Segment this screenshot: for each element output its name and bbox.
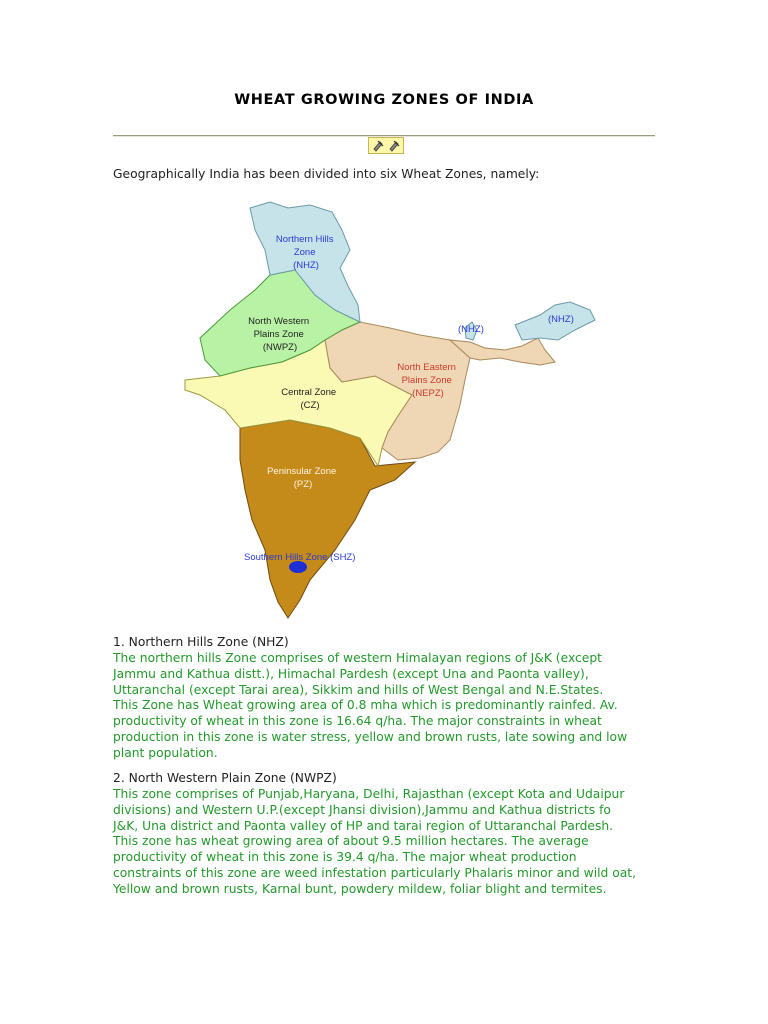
label-nhz: Northern Hills Zone (NHZ): [275, 234, 334, 271]
intro-text: Geographically India has been divided into six Wheat Zones, namely:: [113, 167, 540, 181]
label-nepz: North Eastern Plains Zone (NEPZ): [397, 362, 456, 399]
section-1-body: The northern hills Zone comprises of western Himalayan regions of J&K (except Jammu and Kathua distt.), Himachal Pardesh (except Una and Paonta valley), Uttaranchal (except Tarai area), Sikkim and hills of West Bengal and N.E.States. This Zone has Wheat growing area of 0.8 mha which is predominantly rainfed. Av. productivity of wheat in this zone is 16.64 q/ha. The major constraints in wheat production in this zone is water stress, yellow and brown rusts, late sowing and low plant population.: [113, 651, 628, 760]
page-title: WHEAT GROWING ZONES OF INDIA: [234, 92, 534, 108]
label-nhz-east-ne: (NHZ): [548, 314, 574, 325]
section-1-heading: 1. Northern Hills Zone (NHZ): [113, 635, 289, 649]
label-shz: Southern Hills Zone (SHZ): [244, 552, 356, 563]
label-nhz-east-sikkim: (NHZ): [458, 324, 484, 335]
label-cz: Central Zone (CZ): [281, 387, 337, 411]
section-2-heading: 2. North Western Plain Zone (NWPZ): [113, 771, 337, 785]
label-pz: Peninsular Zone (PZ): [267, 466, 337, 490]
section-2-body: This zone comprises of Punjab,Haryana, Delhi, Rajasthan (except Kota and Udaipur divisions) and Western U.P.(except Jhansi division),Jammu and Kathua districts fo J&K, Una district and Paonta valley of HP and tarai region of Uttaranchal Pardesh. This zone has wheat growing area of about 9.5 million hectares. The average productivity of wheat in this zone is 39.4 q/ha. The major wheat production constraints of this zone are weed infestation particularly Phalaris minor and wild oat, Yellow and brown rusts, Karnal bunt, powdery mildew, foliar blight and termites.: [113, 787, 637, 896]
india-wheat-zone-map: [170, 190, 610, 630]
label-nwpz: North Western Plains Zone (NWPZ): [248, 316, 310, 353]
ornament-icon: [368, 137, 404, 154]
